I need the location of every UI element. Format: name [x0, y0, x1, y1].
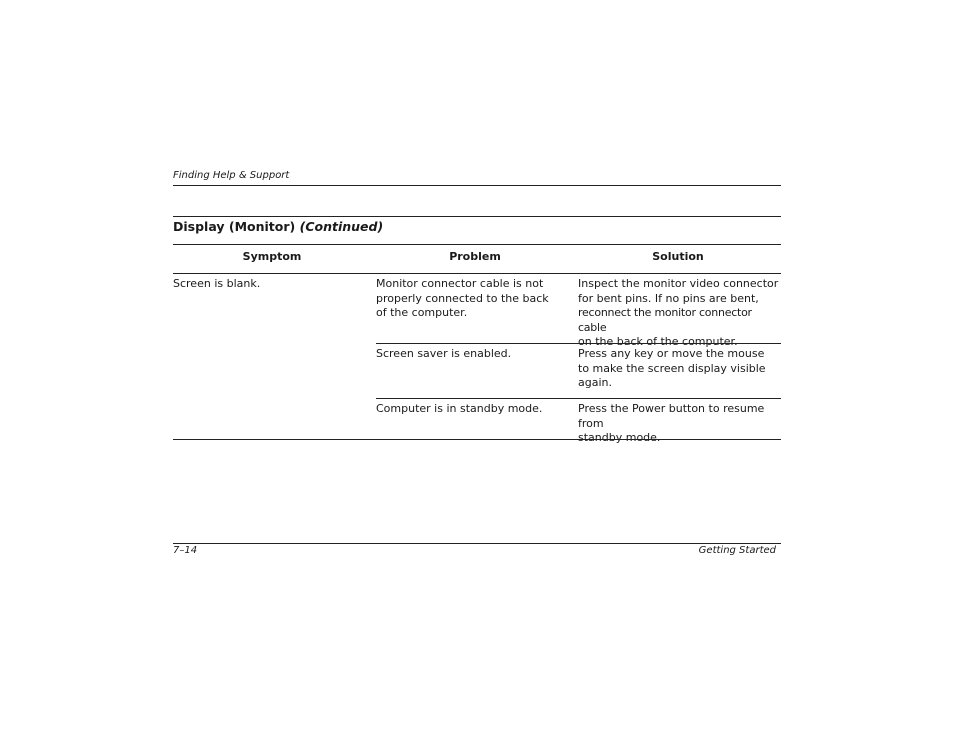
solution-line: Inspect the monitor video connector [578, 277, 779, 290]
problem-cell [376, 402, 574, 417]
running-header: Finding Help & Support [173, 170, 290, 181]
title-rule [173, 244, 781, 245]
problem-cell [376, 277, 574, 321]
solution-line: again. [578, 376, 612, 389]
book-title: Getting Started [698, 545, 776, 556]
row-rule [376, 398, 781, 399]
solution-line: Press the Power button to resume from [578, 402, 765, 430]
problem-line: of the computer. [376, 306, 468, 319]
section-title [173, 219, 383, 235]
table-top-rule [173, 216, 781, 217]
row-rule [376, 343, 781, 344]
problem-cell [376, 347, 574, 362]
section-title-continued: (Continued) [299, 219, 384, 234]
solution-line: reconnect the monitor connector cable [578, 306, 752, 334]
header-row-rule [173, 273, 781, 274]
solution-cell [578, 347, 781, 391]
solution-cell [578, 277, 781, 350]
table-bottom-rule [173, 439, 781, 440]
column-header-solution: Solution [652, 250, 704, 263]
column-header-symptom: Symptom [242, 250, 302, 263]
solution-line: on the back of the computer. [578, 335, 738, 348]
problem-line: Screen saver is enabled. [376, 347, 512, 360]
problem-line: properly connected to the back [376, 291, 549, 305]
solution-line: for bent pins. If no pins are bent, [578, 291, 759, 305]
symptom-cell: Screen is blank. [173, 277, 261, 290]
solution-line: Press any key or move the mouse [578, 347, 765, 360]
solution-line: standby mode. [578, 431, 661, 444]
header-rule [173, 185, 781, 186]
solution-line: to make the screen display visible [578, 361, 766, 375]
column-header-problem: Problem [449, 250, 501, 263]
section-title-text: Display (Monitor) [173, 219, 296, 234]
problem-line: Computer is in standby mode. [376, 402, 543, 415]
page-number: 7–14 [173, 545, 198, 556]
footer-rule [173, 543, 781, 544]
problem-line: Monitor connector cable is not [376, 277, 544, 290]
